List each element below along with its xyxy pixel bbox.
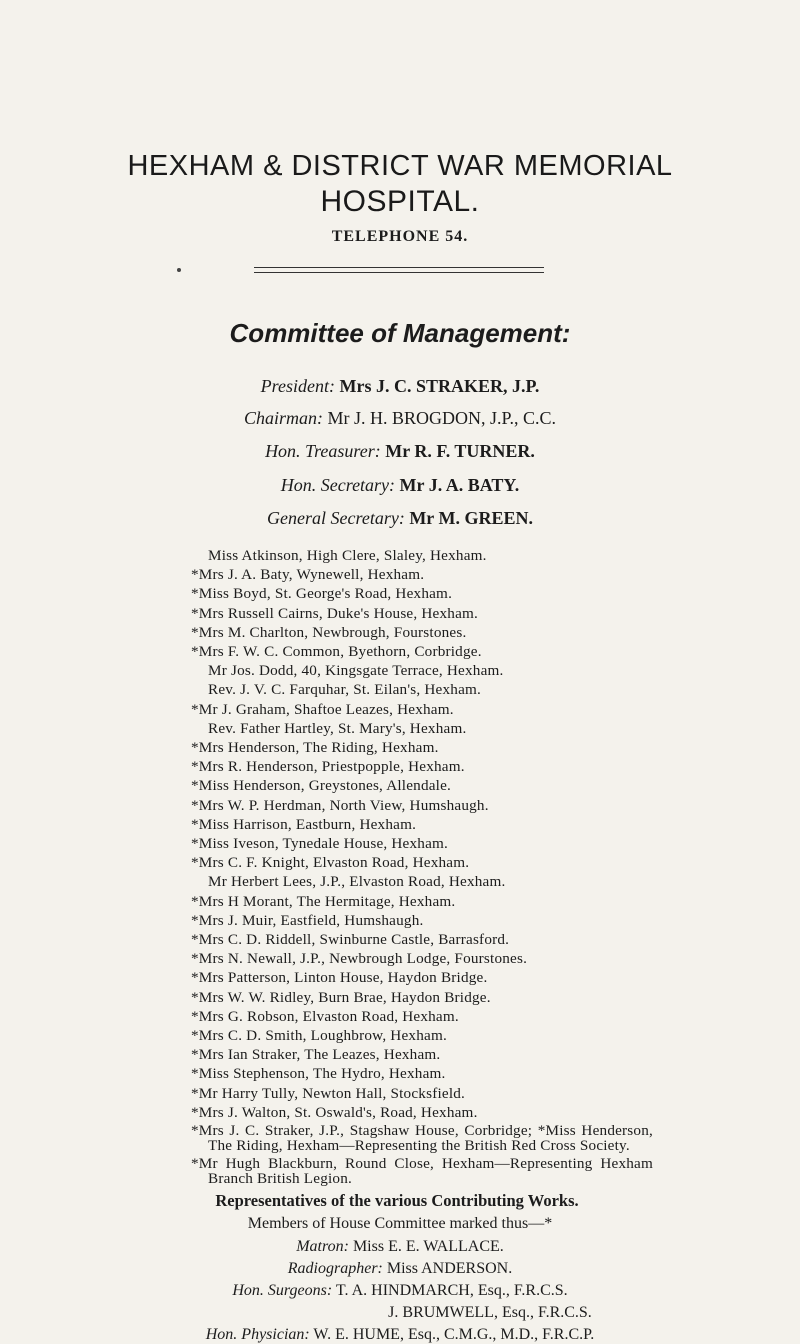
staff-row: [0, 1326, 800, 1344]
telephone-number: TELEPHONE 54.: [331, 228, 469, 245]
member-entry-british-legion: [191, 1156, 653, 1187]
staff-row: [0, 1260, 800, 1278]
officer-name: Mr R. F. TURNER.: [385, 441, 535, 461]
member-entry: *Mrs N. Newall, J.P., Newbrough Lodge, Fourstones.: [191, 950, 528, 968]
member-entry: *Mrs J. Walton, St. Oswald's, Road, Hexham.: [191, 1103, 478, 1121]
member-entry: *Mrs W. P. Herdman, North View, Humshaugh.: [191, 796, 489, 814]
member-entry: *Mrs G. Robson, Elvaston Road, Hexham.: [191, 1007, 459, 1025]
officer-role: President:: [260, 376, 335, 396]
staff-name: T. A. HINDMARCH, Esq., F.R.C.S.: [332, 1282, 568, 1299]
officer-name: Mr J. A. BATY.: [399, 475, 520, 495]
staff-name: W. E. HUME, Esq., C.M.G., M.D., F.R.C.P.: [309, 1326, 595, 1343]
staff-role: Radiographer:: [287, 1260, 383, 1277]
member-entry-text: *Mr Hugh Blackburn, Round Close, Hexham—Representing Hexham Branch British Legion.: [191, 1155, 653, 1188]
member-entry: *Mrs C. D. Smith, Loughbrow, Hexham.: [191, 1027, 447, 1044]
officer-name: Mrs J. C. STRAKER, J.P.: [339, 376, 540, 396]
member-entry: *Miss Stephenson, The Hydro, Hexham.: [191, 1065, 446, 1083]
staff-role: Matron:: [296, 1238, 349, 1255]
member-entry: *Mrs Patterson, Linton House, Haydon Bridge.: [191, 969, 488, 987]
member-entry: *Miss Iveson, Tynedale House, Hexham.: [191, 835, 449, 852]
member-entry: *Miss Harrison, Eastburn, Hexham.: [191, 815, 417, 833]
member-entry: *Mrs J. Muir, Eastfield, Humshaugh.: [191, 911, 424, 929]
officer-role: Hon. Treasurer:: [265, 441, 381, 461]
officer-role: Hon. Secretary:: [280, 475, 396, 495]
staff-role: Hon. Surgeons:: [232, 1282, 333, 1299]
member-entry: *Mrs R. Henderson, Priestpopple, Hexham.: [191, 758, 465, 776]
ornament-dot: [177, 268, 181, 272]
member-entry: Miss Atkinson, High Clere, Slaley, Hexham.: [208, 547, 487, 564]
officer-role: General Secretary:: [267, 508, 405, 528]
member-entry: *Mr Harry Tully, Newton Hall, Stocksfield.: [191, 1084, 466, 1102]
double-rule-top: [254, 267, 544, 268]
double-rule-bottom: [254, 272, 544, 273]
member-entry-red-cross: [191, 1123, 653, 1154]
committee-heading: Committee of Management:: [229, 318, 571, 348]
house-committee-note: Members of House Committee marked thus—*: [247, 1215, 553, 1232]
member-entry: Rev. J. V. C. Farquhar, St. Eilan's, Hexham.: [208, 681, 482, 699]
officer-president: [0, 376, 800, 397]
staff-name: Miss ANDERSON.: [382, 1260, 513, 1277]
member-entry: *Mrs M. Charlton, Newbrough, Fourstones.: [191, 623, 467, 641]
officer-treasurer: [0, 441, 800, 462]
member-entry: *Mrs C. D. Riddell, Swinburne Castle, Barrasford.: [191, 931, 510, 948]
staff-name: Miss E. E. WALLACE.: [348, 1238, 504, 1255]
officer-role: Chairman:: [243, 408, 323, 428]
member-entry: Rev. Father Hartley, St. Mary's, Hexham.: [208, 719, 467, 737]
member-entry: *Mrs Russell Cairns, Duke's House, Hexham.: [191, 604, 479, 622]
officer-name: Mr M. GREEN.: [409, 508, 533, 528]
member-entry: *Miss Henderson, Greystones, Allendale.: [191, 777, 452, 795]
member-entry: *Mrs Henderson, The Riding, Hexham.: [191, 739, 439, 756]
hospital-title-line1: HEXHAM & DISTRICT WAR MEMORIAL: [127, 150, 673, 182]
staff-name: J. BRUMWELL, Esq., F.R.C.S.: [388, 1304, 592, 1321]
officer-secretary: [0, 475, 800, 496]
staff-row: [0, 1282, 800, 1300]
member-entry: *Mrs W. W. Ridley, Burn Brae, Haydon Bridge.: [191, 988, 491, 1006]
member-entry: Mr Jos. Dodd, 40, Kingsgate Terrace, Hexham.: [208, 662, 504, 680]
member-entry: *Miss Boyd, St. George's Road, Hexham.: [191, 585, 453, 603]
member-entry: *Mrs F. W. C. Common, Byethorn, Corbridge.: [191, 643, 482, 660]
member-entry: *Mr J. Graham, Shaftoe Leazes, Hexham.: [191, 700, 454, 718]
officer-chairman: [0, 408, 800, 429]
staff-row: [0, 1304, 800, 1322]
staff-role: Hon. Physician:: [205, 1326, 310, 1343]
member-entry: Mr Herbert Lees, J.P., Elvaston Road, Hexham.: [208, 873, 506, 891]
member-entry: *Mrs C. F. Knight, Elvaston Road, Hexham.: [191, 854, 470, 872]
member-entry: *Mrs Ian Straker, The Leazes, Hexham.: [191, 1046, 441, 1064]
officer-name: Mr J. H. BROGDON, J.P., C.C.: [327, 408, 557, 428]
representatives-line: Representatives of the various Contributing Works.: [215, 1191, 579, 1210]
member-entry: *Mrs J. A. Baty, Wynewell, Hexham.: [191, 566, 425, 584]
member-entry-text: *Mrs J. C. Straker, J.P., Stagshaw House, Corbridge; *Miss Henderson, The Riding, Hexham—Representing the British Red Cross Society.: [191, 1122, 653, 1155]
staff-row: [0, 1238, 800, 1256]
hospital-title-line2: HOSPITAL.: [320, 185, 480, 218]
officer-general-secretary: [0, 508, 800, 529]
member-entry: *Mrs H Morant, The Hermitage, Hexham.: [191, 892, 456, 910]
